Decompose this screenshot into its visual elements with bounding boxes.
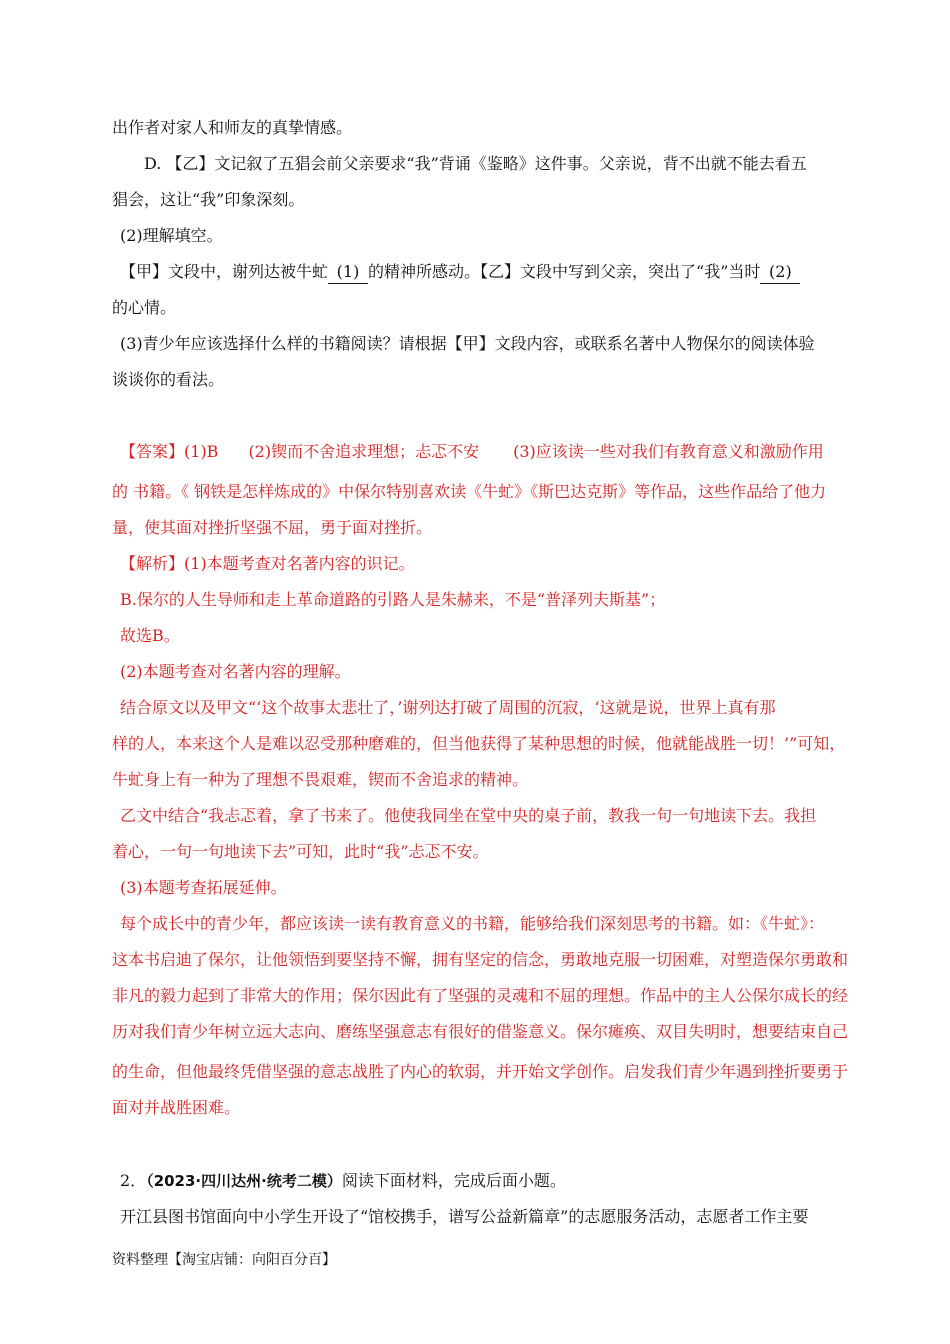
analysis-p3: 故选B。 [120,626,180,645]
option-c-continuation: 出作者对家人和师友的真挚情感。 [112,118,353,137]
analysis-p8-line3: 非凡的毅力起到了非常大的作用；保尔因此有了坚强的灵魂和不屈的理想。作品中的主人公保尔成长的经 [112,986,849,1005]
fill-mid: 的精神所感动。【乙】文段中写到父亲，突出了“我”当时 [368,262,761,281]
analysis-p8-line1: 每个成长中的青少年，都应该读一读有教育意义的书籍，能够给我们深刻思考的书籍。如：《牛虻》： [120,914,825,933]
question-3-line1: (3)青少年应该选择什么样的书籍阅读？请根据【甲】文段内容，或联系名著中人物保尔的阅读体验 [120,334,815,353]
question-2-body: 开江县图书馆面向中小学生开设了“馆校携手，谱写公益新篇章”的志愿服务活动，志愿者工作主要 [120,1207,809,1226]
analysis-p7: (3)本题考查拓展延伸。 [120,878,287,897]
answer-line3: 量，使其面对挫折坚强不屈，勇于面对挫折。 [112,518,433,537]
question-number: 2． [120,1171,147,1190]
analysis-p5-line2: 样的人，本来这个人是难以忍受那种磨难的，但当他获得了某种思想的时候，他就能战胜一切！’”可知， [112,734,846,753]
analysis-p4: (2)本题考查对名著内容的理解。 [120,662,351,681]
answer-3: (3)应该读一些对我们有教育意义和激励作用 [513,442,824,461]
analysis-p5-line3: 牛虻身上有一种为了理想不畏艰难，锲而不舍追求的精神。 [112,770,529,789]
fill-end: 的心情。 [112,298,177,317]
analysis-p1: (1)本题考查对名著内容的识记。 [184,554,415,573]
page-footer: 资料整理【淘宝店铺：向阳百分百】 [112,1252,336,1268]
answer-line1 [120,441,824,463]
analysis-p8-line4: 历对我们青少年树立远大志向、磨练坚强意志有很好的借鉴意义。保尔瘫痪、双目失明时，想要结束自己 [112,1022,849,1041]
analysis-p6-line1: 乙文中结合“我忐忑着，拿了书来了。他使我同坐在堂中央的桌子前，教我一句一句地读下去。我担 [120,806,817,825]
blank-1: (1) [328,261,368,284]
analysis-label: 【解析】 [120,554,185,573]
question-instruction: 阅读下面材料，完成后面小题。 [341,1171,566,1190]
question-2-heading: (2)理解填空。 [120,226,223,245]
analysis-p8-line2: 这本书启迪了保尔，让他领悟到要坚持不懈，拥有坚定的信念，勇敢地克服一切困难，对塑造保尔勇敢和 [112,950,849,969]
option-d-line2: 猖会，这让“我”印象深刻。 [112,190,305,209]
analysis-p6-line2: 着心，一句一句地读下去”可知，此时“我”忐忑不安。 [112,842,489,861]
blank-2: (2) [760,261,800,284]
answer-2: (2)锲而不舍追求理想；忐忑不安 [248,442,480,461]
analysis-p8-line6: 面对并战胜困难。 [112,1098,241,1117]
answer-label: 【答案】 [120,442,185,461]
question-source: （2023·四川达州·统考二模） [146,1172,342,1190]
option-d-line1: D. 【乙】文记叙了五猖会前父亲要求“我”背诵《鉴略》这件事。父亲说，背不出就不能去看五 [144,154,807,173]
answer-1: (1)B [184,442,219,461]
answer-line2: 的 书籍。《 钢铁是怎样炼成的》中保尔特别喜欢读《牛虻》《斯巴达克斯》等作品，这些作品给了他力 [112,482,827,501]
analysis-p2: B.保尔的人生导师和走上革命道路的引路人是朱赫来，不是“普泽列夫斯基”； [120,590,666,609]
question-2-header [120,1170,566,1192]
analysis-p5-line1: 结合原文以及甲文“‘这个故事太悲壮了，’谢列达打破了周围的沉寂，‘这就是说，世界上真有那 [120,698,776,717]
question-3-line2: 谈谈你的看法。 [112,370,225,389]
analysis-line1 [120,553,415,575]
analysis-p8-line5: 的生命，但他最终凭借坚强的意志战胜了内心的软弱，并开始文学创作。启发我们青少年遇到挫折要勇于 [112,1062,849,1081]
fill-pre: 【甲】文段中，谢列达被牛虻 [120,262,329,281]
fill-blank-line [120,261,800,284]
